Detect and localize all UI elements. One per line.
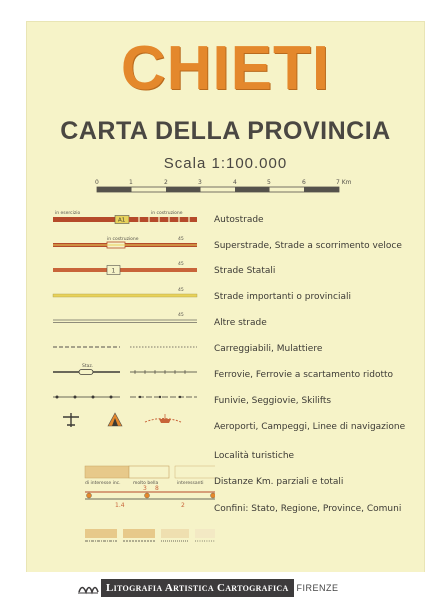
legend-symbols: [45, 207, 215, 557]
caption: Staz.: [82, 364, 94, 369]
legend-label-superstrade: Superstrade, Strade a scorrimento veloce: [214, 241, 402, 251]
caption: 45: [178, 288, 184, 293]
legend-label-carreggiabili: Carreggiabili, Mulattiere: [214, 344, 323, 354]
scale-bar: [93, 174, 363, 196]
scale-tick: 4: [233, 179, 237, 186]
caption: di interesse inc.: [85, 481, 121, 486]
scale-tick: 5: [267, 179, 271, 186]
autostrada-badge: A1: [118, 217, 126, 224]
legend-label-autostrade: Autostrade: [214, 215, 264, 225]
publisher-city: FIRENZE: [296, 583, 339, 593]
legend-label-strade-importanti: Strade importanti o provinciali: [214, 292, 351, 302]
scale-tick: 0: [95, 179, 99, 186]
caption: in costruzione: [151, 211, 183, 216]
caption: 45: [178, 313, 184, 318]
legend-label-localita: Località turistiche: [214, 451, 295, 461]
caption: 45: [178, 262, 184, 267]
cover-subtitle: CARTA DELLA PROVINCIA: [60, 117, 391, 145]
legend-label-funivie: Funivie, Seggiovie, Skilifts: [214, 396, 332, 406]
caption: in costruzione: [107, 237, 139, 242]
legend-label-ferrovie: Ferrovie, Ferrovie a scartamento ridotto: [214, 370, 394, 380]
legend-label-altre-strade: Altre strade: [214, 318, 267, 328]
scale-tick: 1: [129, 179, 133, 186]
legend-label-distanze: Distanze Km. parziali e totali: [214, 477, 344, 487]
scale-tick: 3: [198, 179, 202, 186]
caption: interessanti: [177, 481, 204, 486]
caption: in esercizio: [55, 211, 81, 216]
caption: 1.4: [115, 502, 125, 509]
map-cover: [27, 22, 424, 572]
legend-label-aeroporti: Aeroporti, Campeggi, Linee di navigazione: [214, 422, 406, 432]
scale-tick: 2: [164, 179, 168, 186]
statale-badge: 1: [111, 267, 116, 275]
publisher-name: Litografia Artistica Cartografica: [101, 579, 294, 597]
airport-icon: [63, 413, 79, 427]
ferry-icon: [145, 414, 181, 423]
caption: molto bella: [133, 481, 159, 486]
scale-tick: 7 Km: [336, 179, 352, 186]
campsite-icon: [108, 413, 122, 426]
caption: 3: [143, 485, 147, 492]
legend-label-strade-statali: Strade Statali: [214, 266, 276, 276]
autostrada-line: [53, 217, 115, 222]
caption: 8: [155, 485, 159, 492]
scale-tick: 6: [302, 179, 306, 186]
cover-title: CHIETI: [120, 34, 331, 103]
publisher-logo-icon: [77, 580, 99, 596]
scale-label: Scala 1:100.000: [163, 155, 288, 172]
caption: 2: [181, 502, 185, 509]
caption: 45: [178, 237, 184, 242]
legend-label-confini: Confini: Stato, Regione, Province, Comuni: [214, 504, 402, 514]
publisher-footer: [0, 572, 443, 600]
